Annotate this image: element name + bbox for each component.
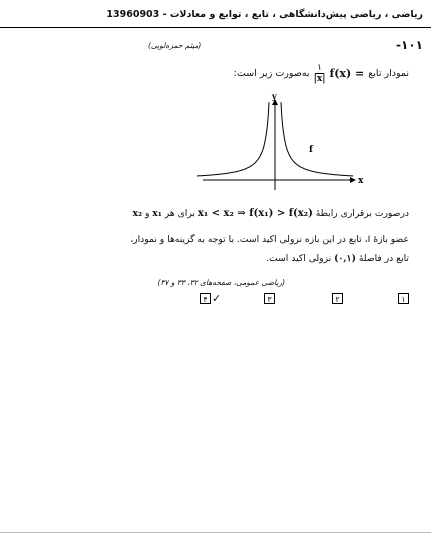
conj-and: و (144, 208, 150, 219)
header-title: ریاضی ، ریاضی پیش‌دانشگاهی ، تابع ، توابع و معادلات - 13960903 (106, 9, 423, 20)
x-axis-label: x (358, 176, 364, 186)
option-1-box: ۱ (398, 293, 409, 304)
function-graph (195, 92, 365, 192)
answer-line-3-end: نزولی اکید است. (266, 253, 332, 264)
var-x2: x₂ (132, 208, 143, 219)
function-fraction (314, 63, 326, 84)
monotonic-relation: x₁ < x₂ ⇒ f(x₁) > f(x₂) (197, 208, 313, 219)
function-lhs: f(x) = (329, 67, 365, 80)
curve-label: f (309, 145, 313, 155)
checkmark-icon: ✓ (212, 291, 222, 305)
bottom-divider (0, 532, 431, 533)
answer-line-3-start: تابع در فاصلهٔ (358, 253, 409, 264)
option-3-box: ۳ (264, 293, 275, 304)
answer-line-2: عضو بازهٔ I، تابع در این بازه نزولی اکید است. با توجه به گزینه‌ها و نمودار، (130, 234, 409, 245)
answer-line-1-start: درصورت برقراری رابطهٔ (315, 208, 409, 219)
source-reference: (ریاضی عمومی، صفحه‌های ۳۲، ۳۳ و ۳۷) (157, 278, 285, 287)
curve-left-branch (197, 102, 269, 176)
statement-intro: نمودار تابع (368, 68, 409, 79)
option-4[interactable] (200, 292, 221, 304)
option-1[interactable] (398, 292, 409, 304)
statement-outro: به‌صورت زیر است: (233, 68, 310, 79)
fraction-denominator: |x| (313, 74, 326, 84)
question-statement (234, 63, 409, 84)
question-author: (میثم حمزه‌لویی) (148, 41, 202, 50)
option-2-box: ۲ (332, 293, 343, 304)
y-axis-label: y (272, 92, 277, 101)
interval: (۰,۱) (334, 253, 356, 264)
option-2[interactable] (332, 292, 343, 304)
answer-line-1-mid: برای هر (164, 208, 195, 219)
var-x1: x₁ (152, 208, 162, 219)
answer-line-3 (266, 253, 409, 264)
curve-right-branch (281, 102, 353, 176)
question-number: -۱۰۱ (396, 38, 423, 52)
header-divider (0, 27, 431, 28)
page-header (0, 6, 431, 28)
option-3[interactable] (264, 292, 275, 304)
answer-line-1 (133, 208, 410, 219)
fraction-numerator: ۱ (317, 63, 322, 73)
option-4-box: ۴ (200, 293, 211, 304)
